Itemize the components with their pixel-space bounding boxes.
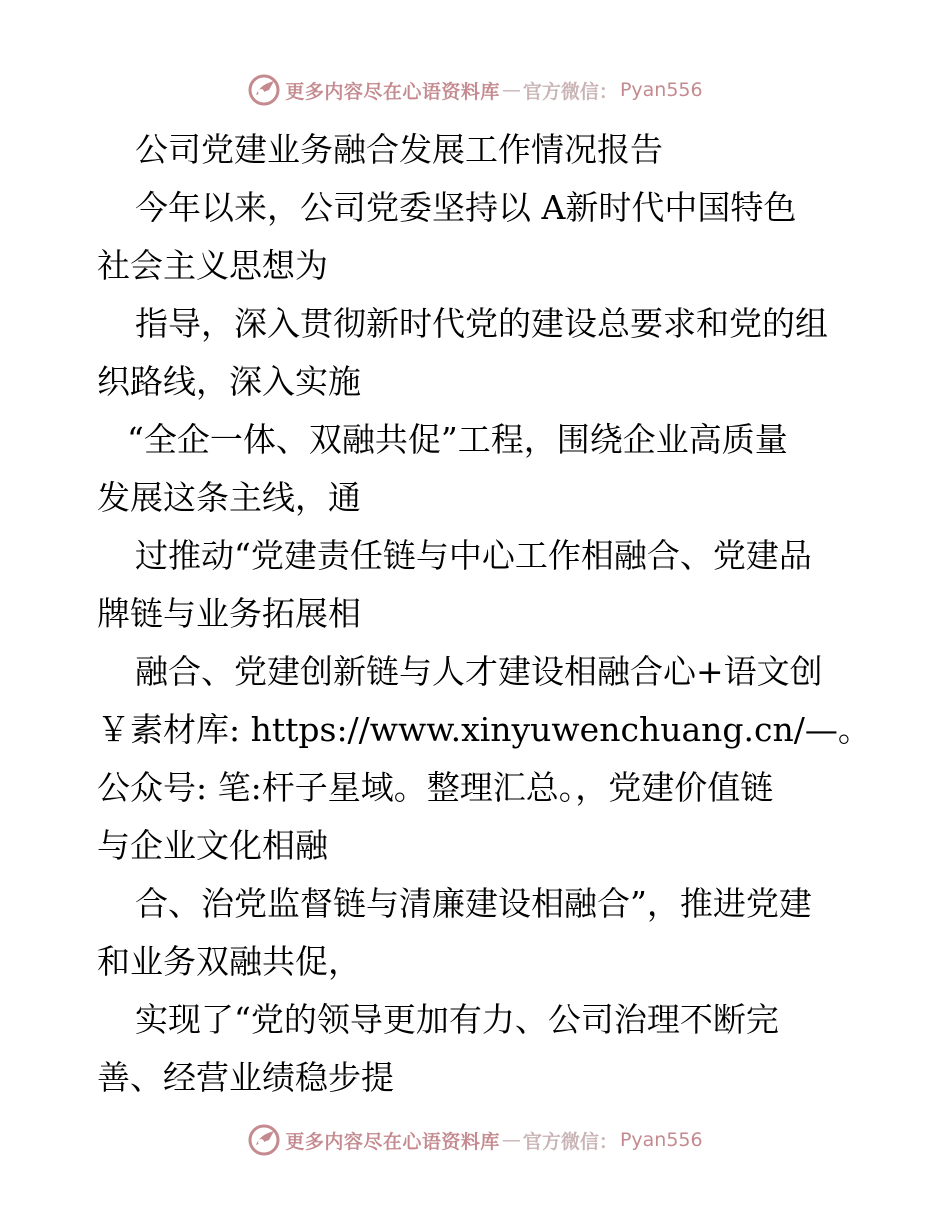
paragraph-line: 牌链与业务拓展相 [97, 594, 361, 633]
paragraph-line: 融合、党建创新链与人才建设相融合心+语文创 [135, 652, 823, 691]
paragraph-line: 发展这条主线，通 [97, 478, 361, 517]
paragraph-line: 合、治党监督链与清廉建设相融合”，推进党建 [135, 884, 812, 923]
paragraph-line: 过推动“党建责任链与中心工作相融合、党建品 [135, 536, 812, 575]
paragraph-line: 今年以来，公司党委坚持以 A新时代中国特色 [135, 188, 797, 227]
watermark-dash: — [501, 79, 521, 101]
watermark-text: 更多内容尽在心语资料库 [285, 1130, 500, 1153]
paragraph-line: 善、经营业绩稳步提 [97, 1058, 394, 1097]
watermark-wechat-label: 官方微信： [522, 1130, 618, 1153]
watermark-text: 更多内容尽在心语资料库 [285, 80, 500, 103]
paragraph-line: 与企业文化相融 [97, 826, 328, 865]
paragraph-line: 指导，深入贯彻新时代党的建设总要求和党的组 [135, 304, 828, 343]
brand-logo-icon [247, 73, 281, 107]
brand-logo-icon [247, 1123, 281, 1157]
paragraph-line: 社会主义思想为 [97, 246, 328, 285]
watermark-dash: — [501, 1129, 521, 1151]
paragraph-line: “全企一体、双融共促”工程，围绕企业高质量 [127, 420, 788, 459]
document-body [97, 121, 871, 1107]
watermark-wechat-id: Pyan556 [619, 79, 703, 101]
watermark-wechat-id: Pyan556 [619, 1129, 703, 1151]
watermark-wechat-label: 官方微信： [522, 80, 618, 103]
footer-watermark [0, 1120, 950, 1160]
paragraph-line: 实现了“党的领导更加有力、公司治理不断完 [135, 1000, 779, 1039]
header-watermark [0, 70, 950, 110]
paragraph-line: 织路线，深入实施 [97, 362, 361, 401]
paragraph-line: 公众号: 笔:杆子星域。整理汇总。，党建价值链 [97, 768, 774, 807]
paragraph-line: 和业务双融共促， [97, 942, 361, 981]
document-title: 公司党建业务融合发展工作情况报告 [135, 130, 663, 169]
paragraph-line: ￥素材库: https://www.xinyuwenchuang.cn/—。 [97, 710, 871, 749]
